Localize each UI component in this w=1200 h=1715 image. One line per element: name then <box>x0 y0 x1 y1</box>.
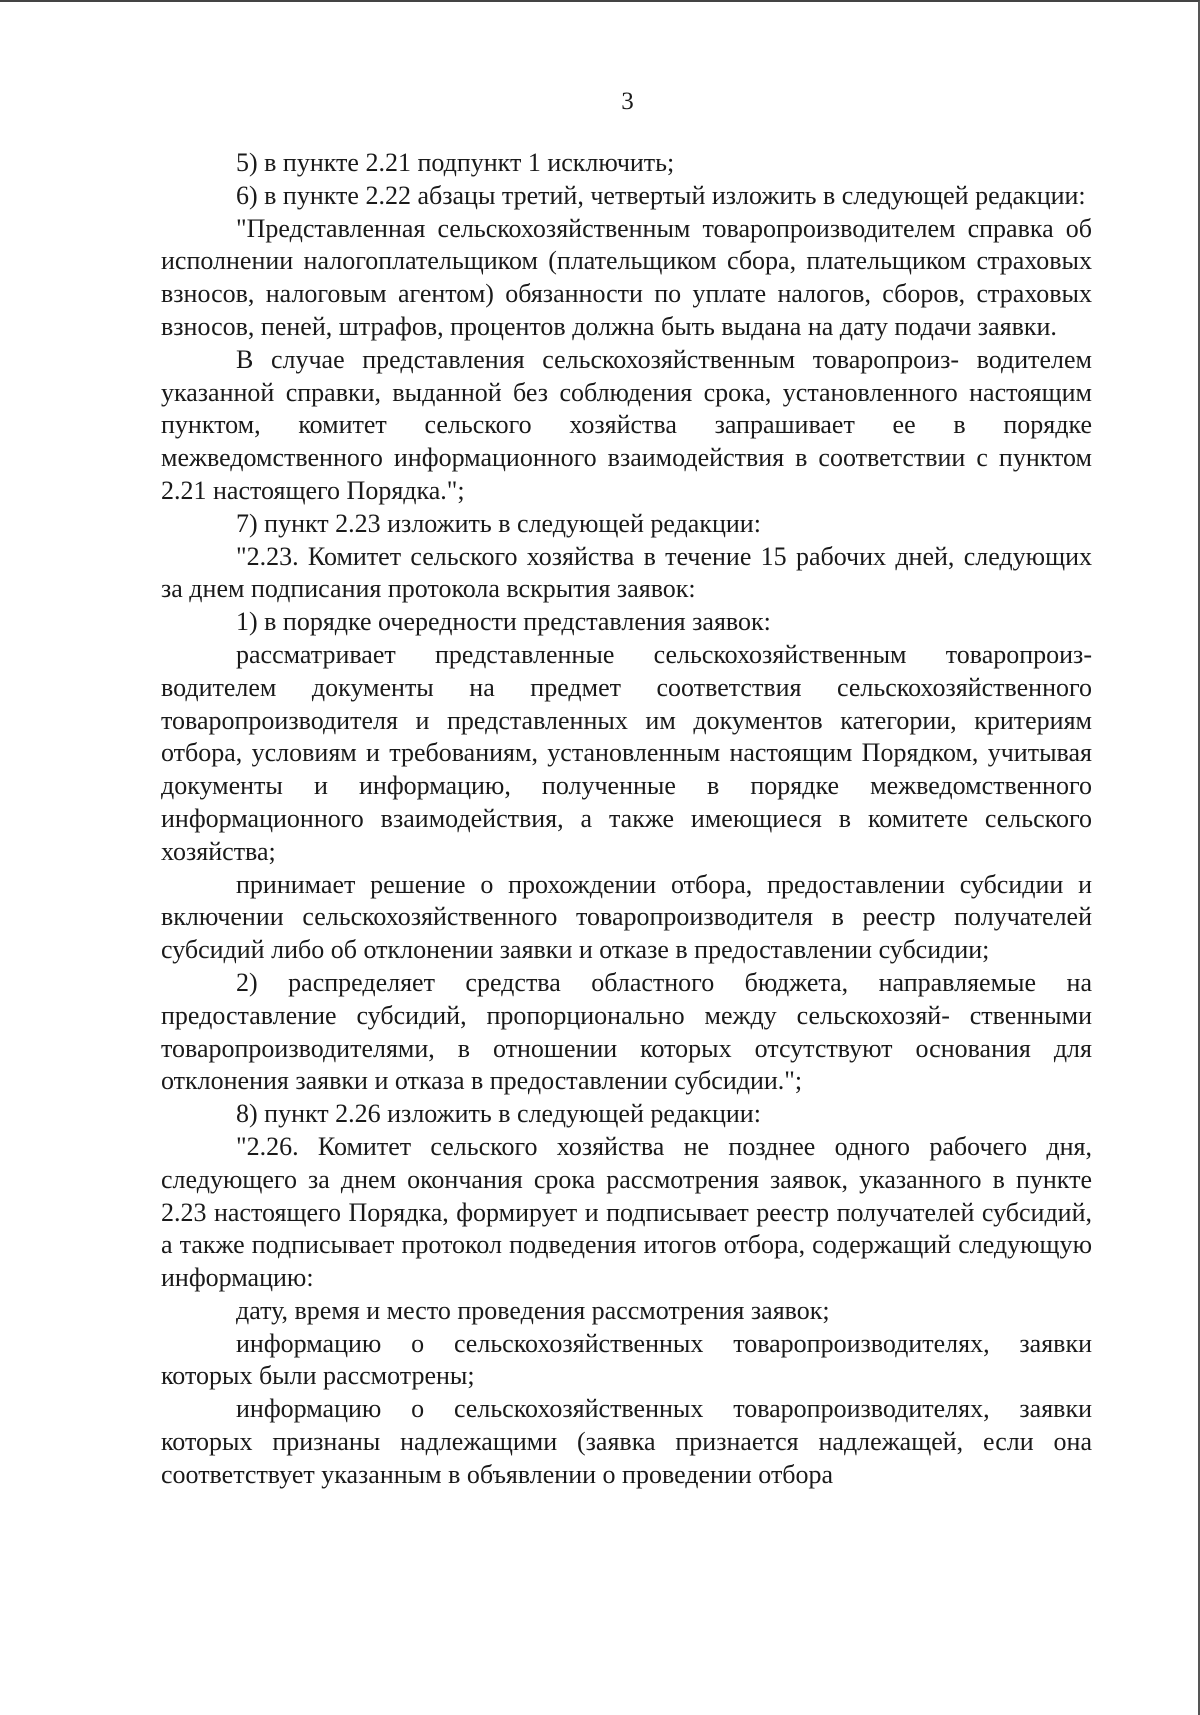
paragraph-makes-decision: принимает решение о прохождении отбора, предоставлении субсидии и включении сельскохозяйственного товаропроизводителя в реестр получателей субсидий либо об отклонении заявки и отказе в предоставлении субсидии; <box>161 869 1092 965</box>
paragraph-item-8: 8) пункт 2.26 изложить в следующей редакции: <box>236 1099 761 1129</box>
paragraph-proper-applicants: информацию о сельскохозяйственных товаропроизводителях, заявки которых признаны надлежащими (заявка признается надлежащей, если она соответствует указанным в объявлении о проведении отбора <box>161 1394 1092 1489</box>
paragraph-clause-2-23: "2.23. Комитет сельского хозяйства в течение 15 рабочих дней, следующих за днем подписания протокола вскрытия заявок: <box>161 541 1092 604</box>
paragraph-subitem-2: 2) распределяет средства областного бюджета, направляемые на предоставление субсидий, пропорционально между сельскохозяй- ственными товаропроизводителями, в отношении которых отсутствуют основания для отклонения заявки и отказа в предоставлении субсидии."; <box>161 967 1092 1096</box>
paragraph-reviews-documents: рассматривает представленные сельскохозяйственным товаропроиз- водителем документы на предмет соответствия сельскохозяйственного товаропроизводителя и представленных им документов категории, критериям отбора, условиям и требованиям, установленным настоящим Порядком, учитывая документы и информацию, полученные в порядке межведомственного информационного взаимодействия, а также имеющиеся в комитете сельского хозяйства; <box>161 639 1092 866</box>
paragraph-subitem-1: 1) в порядке очередности представления заявок: <box>236 607 771 637</box>
page-number: 3 <box>621 88 634 115</box>
paragraph-date-time-place: дату, время и место проведения рассмотрения заявок; <box>236 1295 830 1325</box>
paragraph-certificate-request: В случае представления сельскохозяйственным товаропроиз- водителем указанной справки, выданной без соблюдения срока, установленного настоящим пунктом, комитет сельского хозяйства запрашивает ее в порядке межведомственного информационного взаимодействия в соответствии с пунктом 2.21 настоящего Порядка."; <box>161 344 1092 505</box>
paragraph-clause-2-26: "2.26. Комитет сельского хозяйства не позднее одного рабочего дня, следующего за днем окончания срока рассмотрения заявок, указанного в пункте 2.23 настоящего Порядка, формирует и подписывает реестр получателей субсидий, а также подписывает протокол подведения итогов отбора, содержащий следующую информацию: <box>161 1131 1092 1293</box>
paragraph-item-7: 7) пункт 2.23 изложить в следующей редакции: <box>236 508 761 538</box>
paragraph-item-5: 5) в пункте 2.21 подпункт 1 исключить; <box>236 148 675 177</box>
paragraph-item-6: 6) в пункте 2.22 абзацы третий, четвертый изложить в следующей редакции: <box>236 180 1086 210</box>
paragraph-quoted-certificate: "Представленная сельскохозяйственным товаропроизводителем справка об исполнении налогоплательщиком (плательщиком сбора, плательщиком страховых взносов, налоговым агентом) обязанности по уплате налогов, сборов, страховых взносов, пеней, штрафов, процентов должна быть выдана на дату подачи заявки. <box>161 213 1092 341</box>
paragraph-reviewed-applicants: информацию о сельскохозяйственных товаропроизводителях, заявки которых были рассмотрены; <box>161 1328 1092 1391</box>
document-body <box>161 147 1092 1492</box>
